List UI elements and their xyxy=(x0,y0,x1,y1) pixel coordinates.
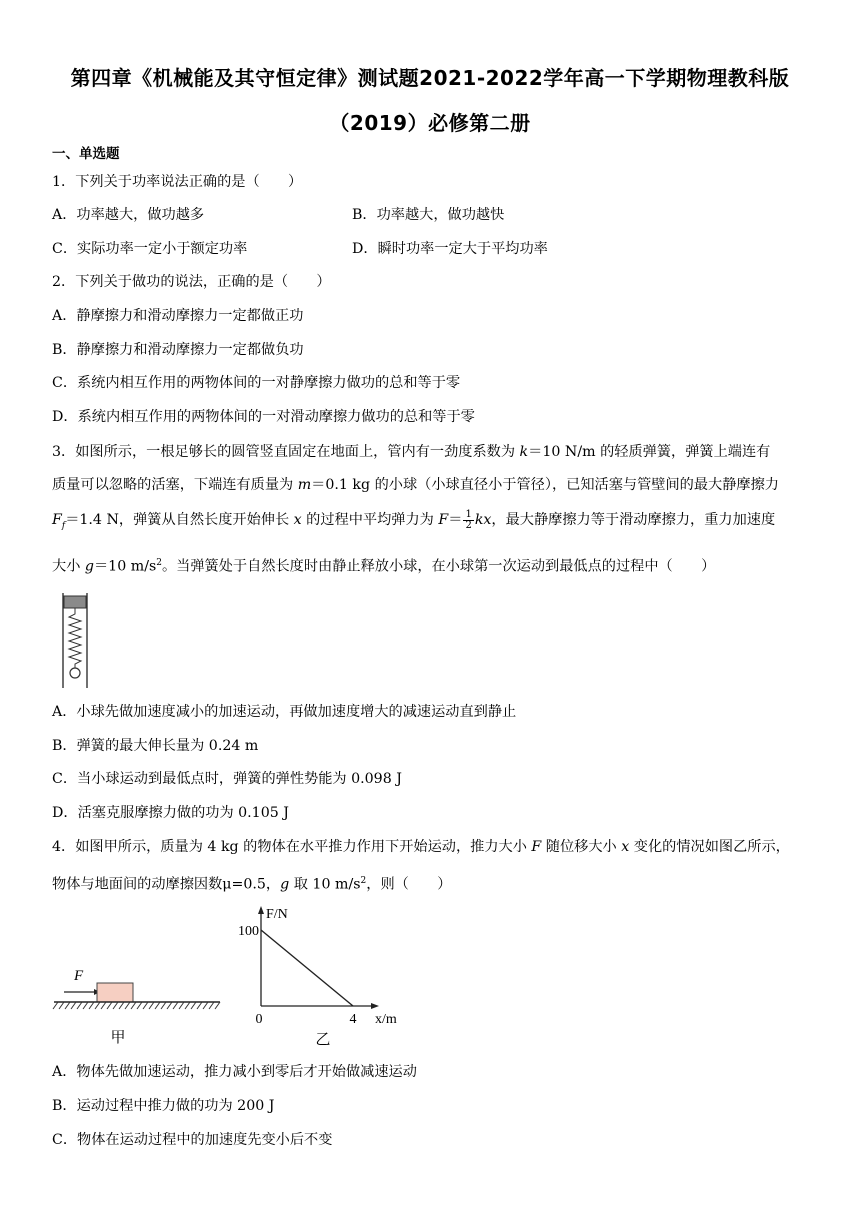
q3-option-a: A．小球先做加速度减小的加速运动，再做加速度增大的减速运动直到静止 xyxy=(52,704,517,720)
hatch-mark xyxy=(161,1002,166,1009)
hatch-mark xyxy=(53,1002,58,1009)
y-axis-label: F/N xyxy=(266,907,288,922)
q3-stem-line2: 质量可以忽略的活塞，下端连有质量为 m＝0.1 kg 的小球（小球直径小于管径），已知活塞与管壁间的最大静摩擦力 xyxy=(52,477,779,493)
q2-option-d: D．系统内相互作用的两物体间的一对滑动摩擦力做功的总和等于零 xyxy=(52,409,475,425)
block xyxy=(97,983,133,1002)
q4-stem-line2: 物体与地面间的动摩擦因数μ=0.5，g 取 10 $m/s^2$，则（ ） xyxy=(52,876,452,893)
hatch-mark xyxy=(77,1002,82,1009)
q3-option-c: C．当小球运动到最低点时，弹簧的弹性势能为 0.098 J xyxy=(52,771,402,787)
hatch-mark xyxy=(215,1002,220,1009)
force-label: F xyxy=(74,968,84,984)
q3-option-b: B．弹簧的最大伸长量为 0.24 m xyxy=(52,738,259,754)
x-tick-label: 4 xyxy=(349,1012,357,1027)
spring-tube-figure xyxy=(58,592,98,692)
y-tick-label: 100 xyxy=(238,924,259,939)
hatch-mark xyxy=(149,1002,154,1009)
q1-stem: 1．下列关于功率说法正确的是（ ） xyxy=(52,174,303,190)
hatch-mark xyxy=(101,1002,106,1009)
q3-stem-line3: $F_f=1.4$ N，弹簧从自然长度开始伸长 x 的过程中平均弹力为 F＝ $\frac{1}{2}$ kx，最大静摩擦力等于滑动摩擦力，重力加速度 xyxy=(52,508,776,531)
hatch-mark xyxy=(95,1002,100,1009)
q3-stem-line4: 大小 g＝10 $m/s^2$。当弹簧处于自然长度时由静止释放小球，在小球第一次运动到最低点的过程中（ ） xyxy=(52,558,716,575)
figure-yi-caption: 乙 xyxy=(315,1032,331,1048)
y-axis-arrowhead xyxy=(258,906,264,914)
hatch-mark xyxy=(131,1002,136,1009)
q4-option-b: B．运动过程中推力做的功为 200 J xyxy=(52,1098,275,1114)
q2-stem: 2．下列关于做功的说法，正确的是（ ） xyxy=(52,274,331,290)
hatch-mark xyxy=(143,1002,148,1009)
force-displacement-line xyxy=(261,930,353,1006)
q2-option-c: C．系统内相互作用的两物体间的一对静摩擦力做功的总和等于零 xyxy=(52,375,461,391)
hatch-mark xyxy=(65,1002,70,1009)
doc-title-line1: 第四章《机械能及其守恒定律》测试题2021-2022学年高一下学期物理教科版 xyxy=(70,66,790,90)
hatch-mark xyxy=(137,1002,142,1009)
ground-hatching xyxy=(53,1002,220,1009)
figure-yi-chart xyxy=(228,900,438,1050)
hatch-mark xyxy=(119,1002,124,1009)
figure-jia xyxy=(52,962,232,1050)
q3-option-d: D．活塞克服摩擦力做的功为 0.105 J xyxy=(52,805,289,821)
hatch-mark xyxy=(113,1002,118,1009)
hatch-mark xyxy=(191,1002,196,1009)
hatch-mark xyxy=(209,1002,214,1009)
q2-option-a: A．静摩擦力和滑动摩擦力一定都做正功 xyxy=(52,308,304,324)
q1-option-c: C．实际功率一定小于额定功率 xyxy=(52,241,248,257)
hatch-mark xyxy=(83,1002,88,1009)
hatch-mark xyxy=(71,1002,76,1009)
figure-jia-caption: 甲 xyxy=(110,1030,126,1046)
hatch-mark xyxy=(179,1002,184,1009)
q3-stem-line1: 3．如图所示，一根足够长的圆管竖直固定在地面上，管内有一劲度系数为 k＝10 N/m 的轻质弹簧，弹簧上端连有 xyxy=(52,444,771,460)
origin-label: 0 xyxy=(255,1012,263,1027)
q4-stem-line1: 4．如图甲所示，质量为 4 kg 的物体在水平推力作用下开始运动，推力大小 F 随位移大小 x 变化的情况如图乙所示， xyxy=(52,839,790,855)
piston xyxy=(64,596,86,608)
x-axis-label: x/m xyxy=(375,1012,397,1027)
hatch-mark xyxy=(107,1002,112,1009)
spring xyxy=(69,608,81,668)
hatch-mark xyxy=(125,1002,130,1009)
hatch-mark xyxy=(203,1002,208,1009)
q2-option-b: B．静摩擦力和滑动摩擦力一定都做负功 xyxy=(52,342,304,358)
ball xyxy=(70,668,80,678)
fraction-one-half: $\frac{1}{2}$ xyxy=(465,508,472,531)
hatch-mark xyxy=(173,1002,178,1009)
hatch-mark xyxy=(89,1002,94,1009)
section-heading: 一、单选题 xyxy=(52,146,120,162)
q4-option-a: A．物体先做加速运动，推力减小到零后才开始做减速运动 xyxy=(52,1064,417,1080)
hatch-mark xyxy=(185,1002,190,1009)
hatch-mark xyxy=(155,1002,160,1009)
hatch-mark xyxy=(167,1002,172,1009)
doc-title-line2: （2019）必修第二册 xyxy=(329,111,531,135)
q1-option-b: B．功率越大，做功越快 xyxy=(352,207,505,223)
q1-option-d: D．瞬时功率一定大于平均功率 xyxy=(352,241,548,257)
q4-option-c: C．物体在运动过程中的加速度先变小后不变 xyxy=(52,1132,333,1148)
hatch-mark xyxy=(197,1002,202,1009)
hatch-mark xyxy=(59,1002,64,1009)
q1-option-a: A．功率越大，做功越多 xyxy=(52,207,205,223)
x-axis-arrowhead xyxy=(371,1003,379,1009)
